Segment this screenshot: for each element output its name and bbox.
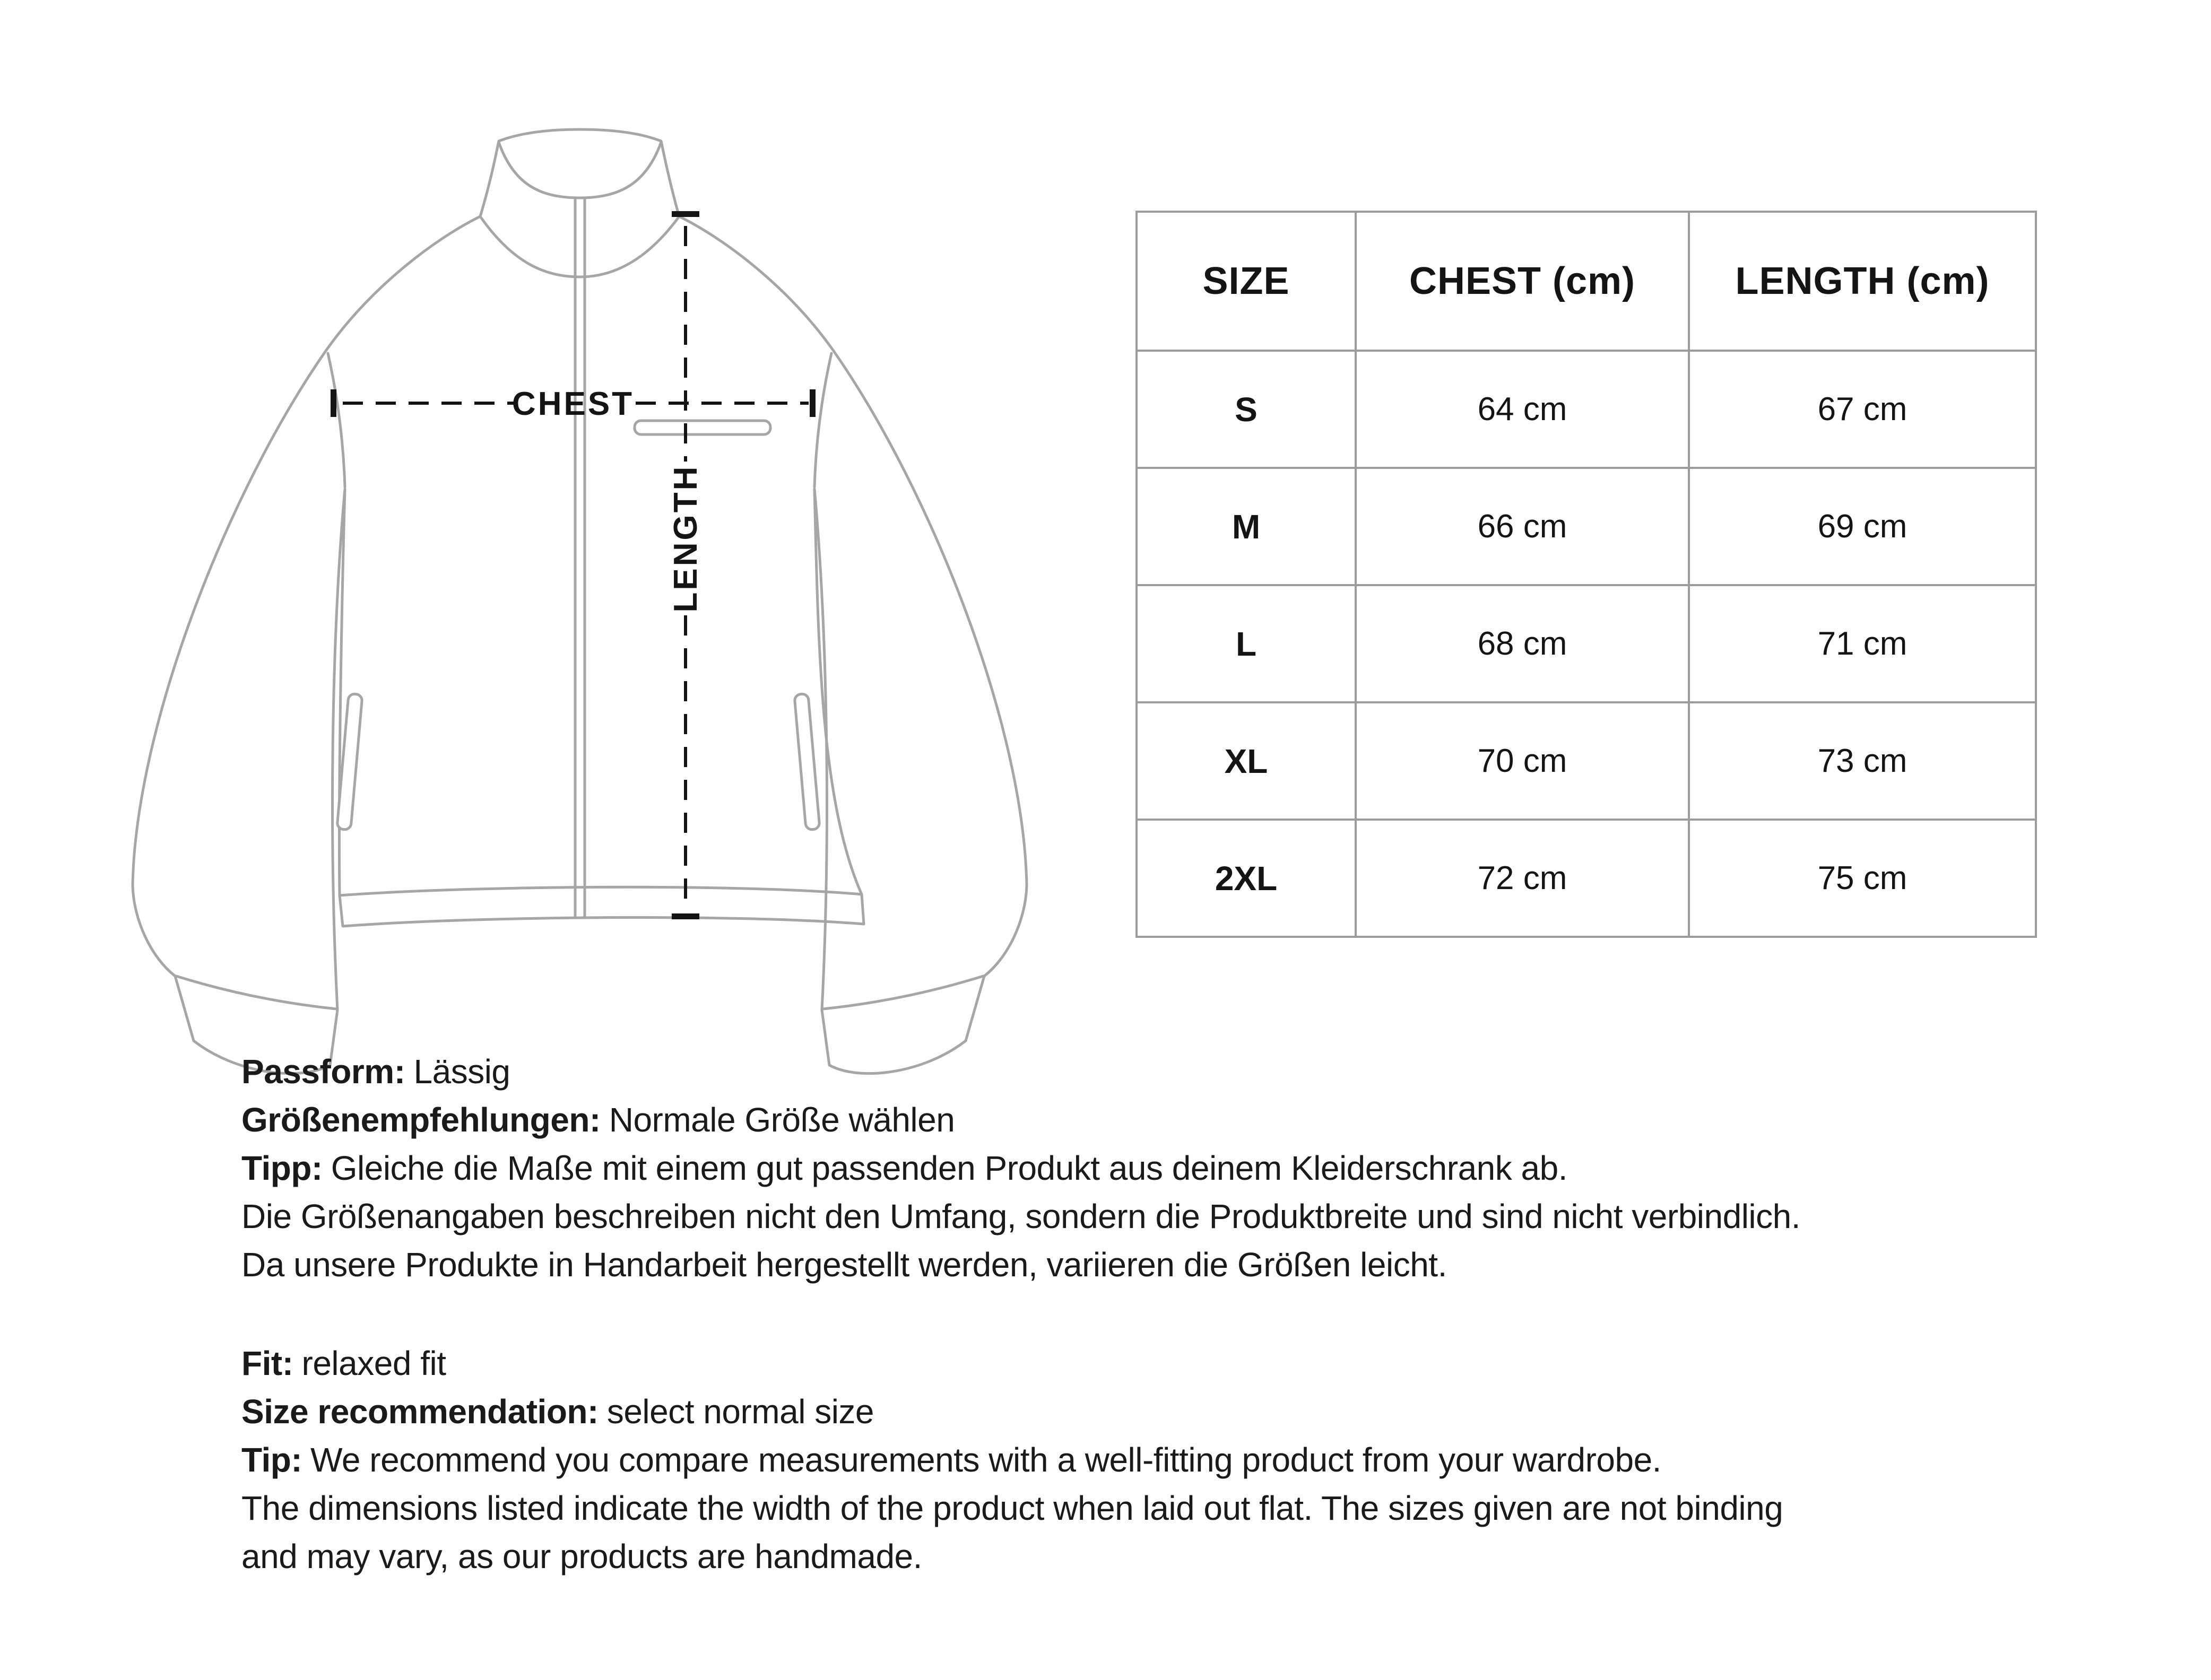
table-row <box>1137 820 2036 937</box>
header-chest: CHEST (cm) <box>1356 212 1689 351</box>
chest-value: 70 cm <box>1356 702 1689 820</box>
length-tick-bottom <box>672 913 699 919</box>
header-length: LENGTH (cm) <box>1689 212 2036 351</box>
tip-line2-de: Die Größenangaben beschreiben nicht den Umfang, sondern die Produktbreite und sind nicht verbindlich. <box>241 1197 1800 1235</box>
table-row <box>1137 702 2036 820</box>
tip-value-en: We recommend you compare measurements with a well-fitting product from your wardrobe. <box>310 1441 1661 1479</box>
chest-pocket-welt <box>635 421 770 434</box>
size-label: L <box>1137 585 1356 702</box>
size-label: M <box>1137 468 1356 585</box>
size-label: S <box>1137 351 1356 468</box>
chest-value: 66 cm <box>1356 468 1689 585</box>
chest-measure-label: CHEST <box>511 386 635 422</box>
header-size: SIZE <box>1137 212 1356 351</box>
fit-line-de <box>241 1048 2130 1096</box>
size-rec-value-de: Normale Größe wählen <box>609 1101 955 1139</box>
chest-value: 64 cm <box>1356 351 1689 468</box>
tip-line-de <box>241 1144 2130 1192</box>
size-label: 2XL <box>1137 820 1356 937</box>
table-row <box>1137 468 2036 585</box>
tip-value-de: Gleiche die Maße mit einem gut passenden Produkt aus deinem Kleiderschrank ab. <box>331 1149 1567 1187</box>
fit-value-de: Lässig <box>413 1052 510 1091</box>
length-value: 75 cm <box>1689 820 2036 937</box>
tip-line-en <box>241 1436 2130 1484</box>
size-rec-value-en: select normal size <box>606 1392 874 1431</box>
tip-label-de: Tipp: <box>241 1149 323 1187</box>
tip-line2-en: The dimensions listed indicate the width of the product when laid out flat. The sizes given are not binding <box>241 1489 1783 1527</box>
length-tick-top <box>672 211 699 217</box>
table-row <box>1137 585 2036 702</box>
jacket-diagram <box>96 111 1077 1130</box>
table-row <box>1137 351 2036 468</box>
jacket-outline <box>133 129 1027 1074</box>
length-value: 71 cm <box>1689 585 2036 702</box>
size-rec-label-de: Größenempfehlungen: <box>241 1101 601 1139</box>
info-block-german <box>241 1048 2130 1289</box>
size-rec-line-en <box>241 1388 2130 1436</box>
chest-value: 72 cm <box>1356 820 1689 937</box>
fit-line-en <box>241 1339 2130 1388</box>
length-measure-label: LENGTH <box>667 464 704 613</box>
fit-label-en: Fit: <box>241 1344 293 1382</box>
chest-tick-right <box>810 389 816 417</box>
table-header-row <box>1137 212 2036 351</box>
tip-line3-de: Da unsere Produkte in Handarbeit hergestellt werden, variieren die Größen leicht. <box>241 1246 1447 1284</box>
size-rec-line-de <box>241 1096 2130 1144</box>
size-table <box>1135 211 2035 935</box>
fit-label-de: Passform: <box>241 1052 405 1091</box>
jacket-svg <box>96 111 1077 1130</box>
chest-tick-left <box>331 389 336 417</box>
tip-line3-en: and may vary, as our products are handmade. <box>241 1537 922 1575</box>
chest-value: 68 cm <box>1356 585 1689 702</box>
info-block-english <box>241 1339 2130 1581</box>
size-label: XL <box>1137 702 1356 820</box>
fit-value-en: relaxed fit <box>301 1344 446 1382</box>
length-value: 69 cm <box>1689 468 2036 585</box>
length-value: 67 cm <box>1689 351 2036 468</box>
tip-label-en: Tip: <box>241 1441 302 1479</box>
size-rec-label-en: Size recommendation: <box>241 1392 599 1431</box>
length-value: 73 cm <box>1689 702 2036 820</box>
